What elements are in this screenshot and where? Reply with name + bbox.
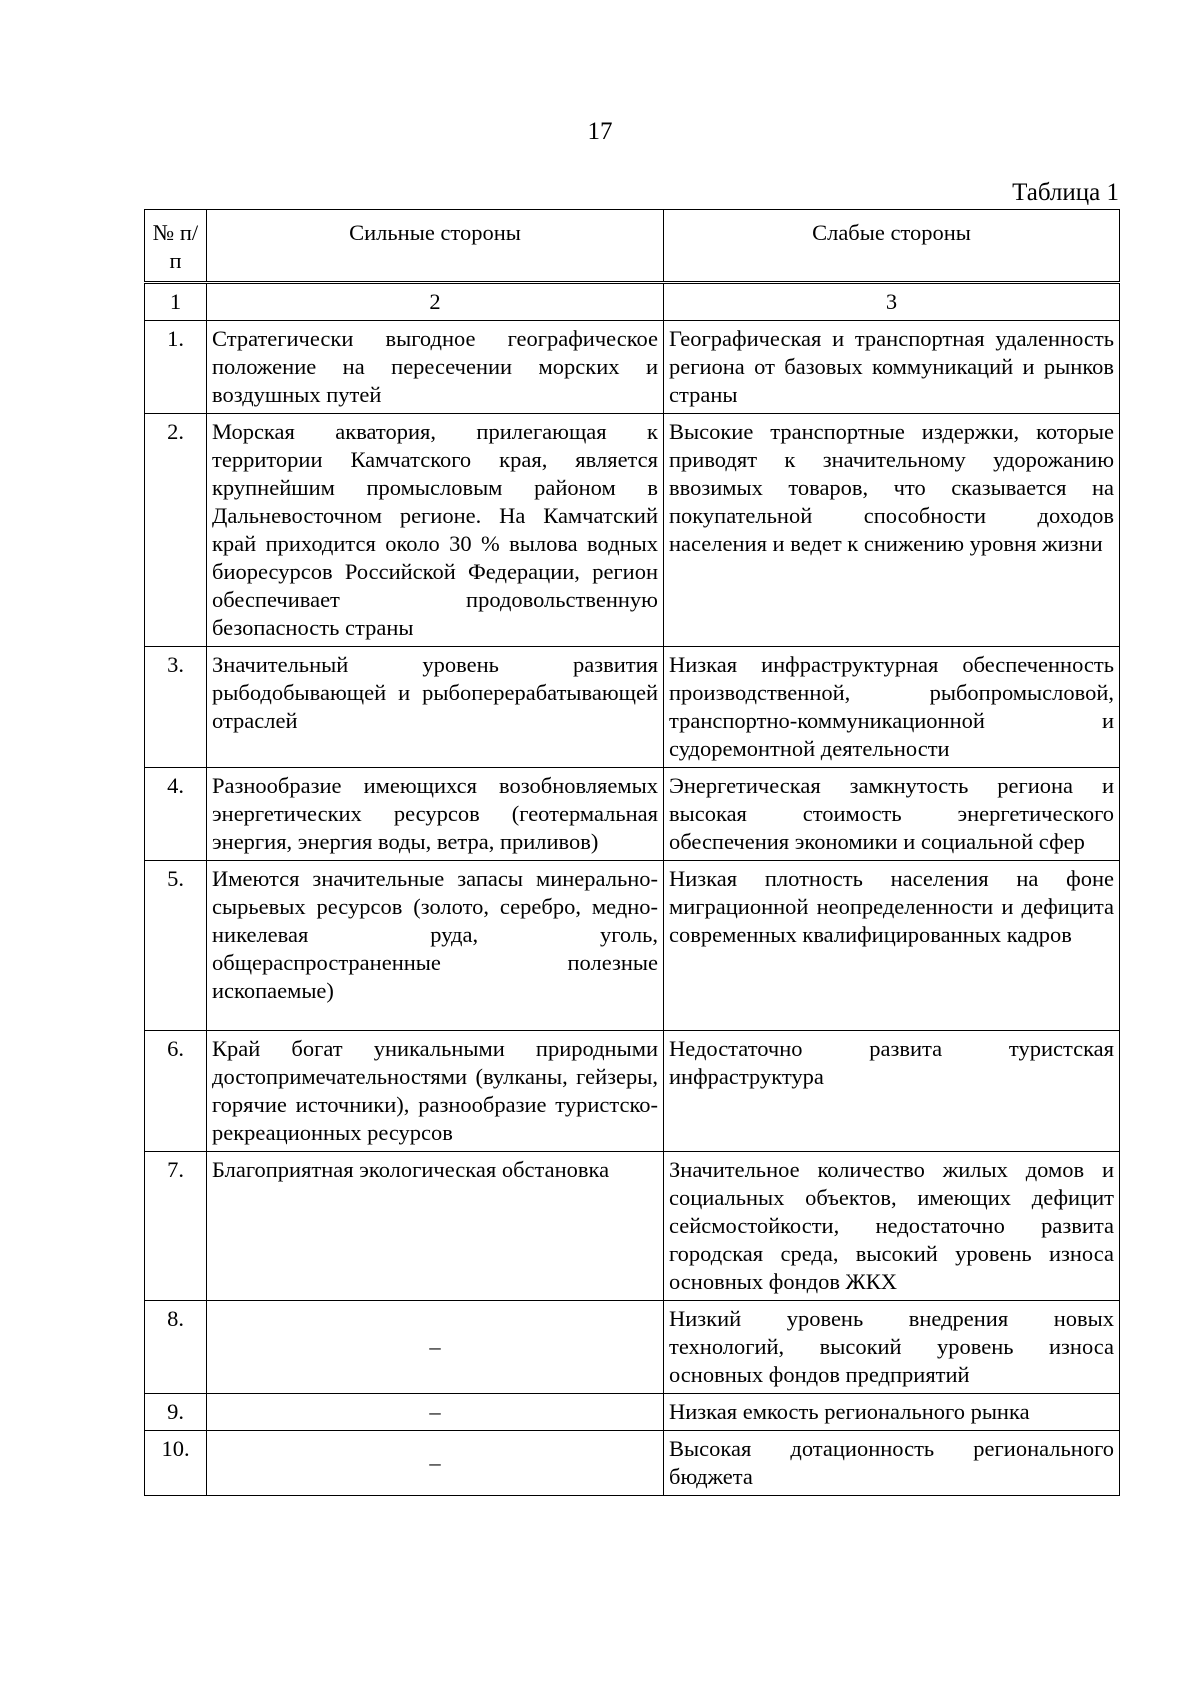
strong-cell: Край богат уникальными природными достопримечательностями (вулканы, гейзеры, горячие источники), разнообразие туристско-рекреационных ресурсов <box>207 1031 664 1152</box>
table-row <box>145 768 1120 861</box>
table-row <box>145 1152 1120 1301</box>
header-row <box>145 210 1120 282</box>
table-row <box>145 414 1120 647</box>
weak-cell: Высокая дотационность регионального бюджета <box>664 1431 1120 1496</box>
weak-cell: Энергетическая замкнутость региона и высокая стоимость энергетического обеспечения экономики и социальной сфер <box>664 768 1120 861</box>
row-number: 6. <box>145 1031 207 1152</box>
weak-cell: Низкая емкость регионального рынка <box>664 1394 1120 1431</box>
row-number: 3. <box>145 647 207 768</box>
row-number: 7. <box>145 1152 207 1301</box>
weak-cell: Низкая инфраструктурная обеспеченность производственной, рыбопромысловой, транспортно-коммуникационной и судоремонтной деятельности <box>664 647 1120 768</box>
strong-cell: Морская акватория, прилегающая к территории Камчатского края, является крупнейшим промысловым районом в Дальневосточном регионе. На Камчатский край приходится около 30 % вылова водных биоресурсов Российской Федерации, регион обеспечивает продовольственную безопасность страны <box>207 414 664 647</box>
header-num-cell: № п/п <box>145 210 207 282</box>
weak-cell: Низкая плотность населения на фоне миграционной неопределенности и дефицита современных квалифицированных кадров <box>664 861 1120 1031</box>
row-number: 1. <box>145 321 207 414</box>
strong-cell: Значительный уровень развития рыбодобывающей и рыбоперерабатывающей отраслей <box>207 647 664 768</box>
row-number: 9. <box>145 1394 207 1431</box>
weak-cell: Низкий уровень внедрения новых технологий, высокий уровень износа основных фондов предприятий <box>664 1301 1120 1394</box>
weak-cell: Высокие транспортные издержки, которые приводят к значительному удорожанию ввозимых товаров, что сказывается на покупательной способности доходов населения и ведет к снижению уровня жизни <box>664 414 1120 647</box>
row-number: 4. <box>145 768 207 861</box>
strong-cell: Разнообразие имеющихся возобновляемых энергетических ресурсов (геотермальная энергия, энергия воды, ветра, приливов) <box>207 768 664 861</box>
table-row <box>145 1431 1120 1496</box>
page-number: 17 <box>587 118 613 145</box>
header-weak-cell: Слабые стороны <box>664 210 1120 282</box>
strong-cell: Имеются значительные запасы минерально-сырьевых ресурсов (золото, серебро, медно-никелевая руда, уголь, общераспространенные полезные ископаемые) <box>207 861 664 1031</box>
row-number: 8. <box>145 1301 207 1394</box>
index-row <box>145 284 1120 321</box>
strong-cell: Стратегически выгодное географическое положение на пересечении морских и воздушных путей <box>207 321 664 414</box>
strong-cell-empty: – <box>207 1394 664 1431</box>
index-cell-1: 1 <box>145 284 207 321</box>
table-row <box>145 1301 1120 1394</box>
strong-cell: Благоприятная экологическая обстановка <box>207 1152 664 1301</box>
row-number: 2. <box>145 414 207 647</box>
weak-cell: Географическая и транспортная удаленность региона от базовых коммуникаций и рынков страны <box>664 321 1120 414</box>
header-strong-cell: Сильные стороны <box>207 210 664 282</box>
index-cell-3: 3 <box>664 284 1120 321</box>
table-row <box>145 861 1120 1031</box>
table-row <box>145 321 1120 414</box>
row-number: 10. <box>145 1431 207 1496</box>
swot-table <box>144 283 1120 1496</box>
table-header <box>144 209 1120 282</box>
table-row <box>145 647 1120 768</box>
weak-cell: Недостаточно развита туристская инфраструктура <box>664 1031 1120 1152</box>
strong-cell-empty: – <box>207 1431 664 1496</box>
weak-cell: Значительное количество жилых домов и социальных объектов, имеющих дефицит сейсмостойкости, недостаточно развита городская среда, высокий уровень износа основных фондов ЖКХ <box>664 1152 1120 1301</box>
strong-cell-empty: – <box>207 1301 664 1394</box>
table-caption: Таблица 1 <box>1012 179 1119 206</box>
index-cell-2: 2 <box>207 284 664 321</box>
table-row <box>145 1031 1120 1152</box>
row-number: 5. <box>145 861 207 1031</box>
table-row <box>145 1394 1120 1431</box>
